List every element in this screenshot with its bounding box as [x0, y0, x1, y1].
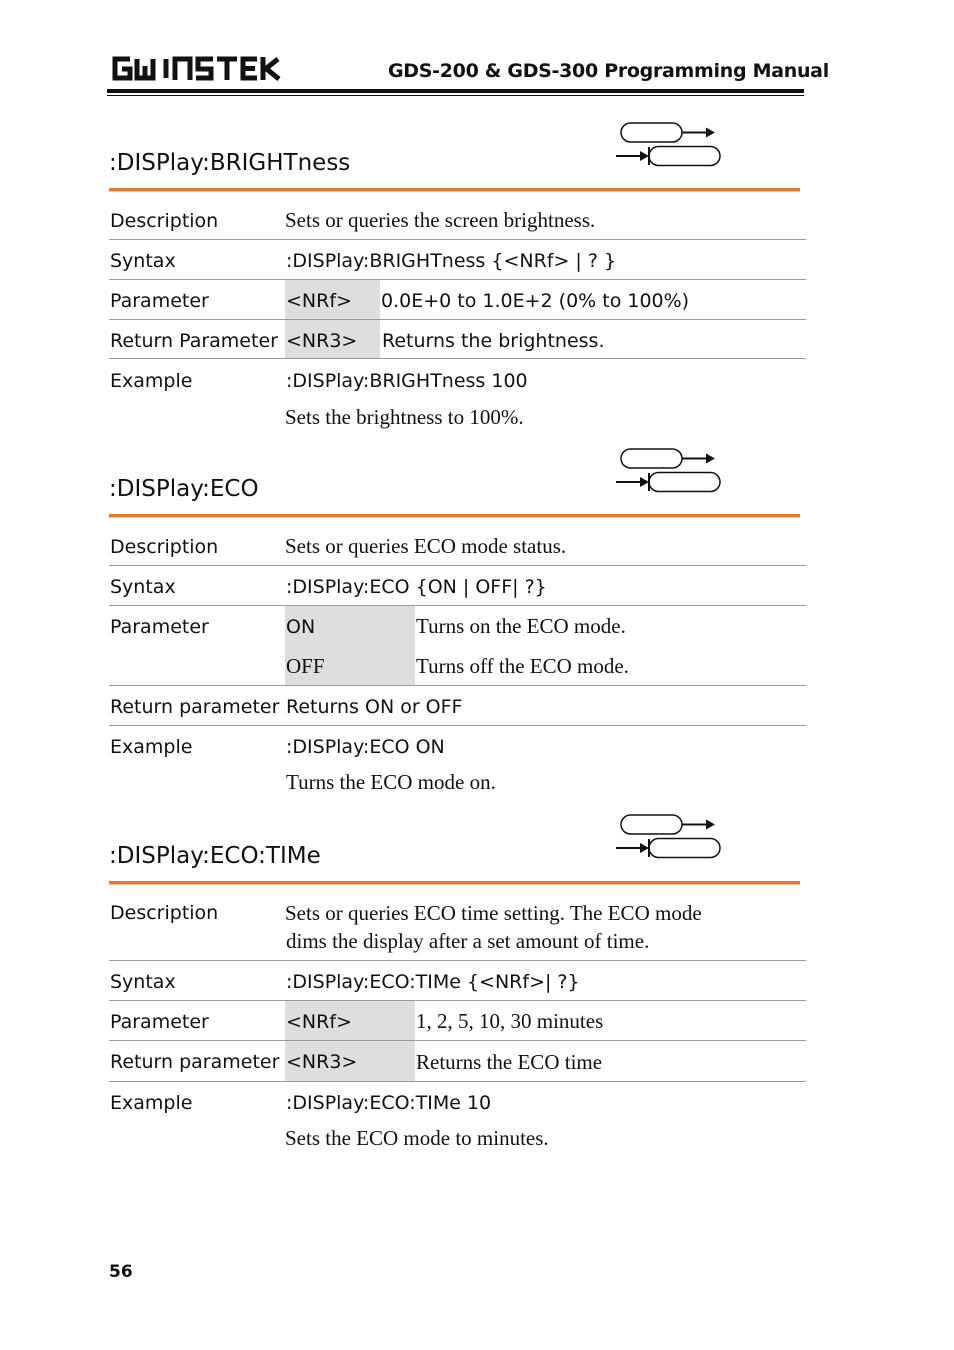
row-divider — [109, 1000, 806, 1001]
example-desc: Sets the brightness to 100%. — [285, 405, 524, 429]
header-rule — [107, 89, 804, 93]
row-divider — [109, 1081, 806, 1082]
syntax-text: :DISPlay:ECO:TIMe {<NRf>| ?} — [286, 971, 580, 993]
header-rule-thin — [107, 95, 804, 96]
example-desc: Sets the ECO mode to minutes. — [285, 1126, 549, 1150]
parameter-label: Parameter — [110, 616, 209, 638]
param-name: <NRf> — [286, 290, 352, 312]
syntax-label: Syntax — [110, 576, 176, 598]
param-desc: Turns on the ECO mode. — [416, 614, 626, 638]
syntax-label: Syntax — [110, 971, 176, 993]
row-divider — [109, 565, 806, 566]
gw-instek-logo — [110, 56, 282, 86]
description-text: Sets or queries the screen brightness. — [285, 208, 596, 232]
description-label: Description — [110, 902, 219, 924]
param-name: OFF — [286, 654, 325, 678]
example-label: Example — [110, 736, 193, 758]
syntax-text: :DISPlay:BRIGHTness {<NRf> | ? } — [286, 250, 617, 272]
section-accent-rule — [109, 514, 800, 517]
section-accent-rule — [109, 881, 800, 884]
return-name: <NR3> — [286, 1051, 358, 1073]
return-name: <NR3> — [286, 330, 358, 352]
section-title-eco: :DISPlay:ECO — [109, 476, 259, 502]
section-title-brightness: :DISPlay:BRIGHTness — [109, 150, 351, 176]
description-label: Description — [110, 210, 219, 232]
example-desc: Turns the ECO mode on. — [286, 770, 496, 794]
row-divider — [109, 239, 806, 240]
return-desc: Returns the ECO time — [416, 1050, 603, 1074]
row-divider — [109, 605, 806, 606]
parameter-label: Parameter — [110, 290, 209, 312]
example-label: Example — [110, 1092, 193, 1114]
example-label: Example — [110, 370, 193, 392]
return-label: Return parameter — [110, 1051, 280, 1073]
param-desc: 0.0E+0 to 1.0E+2 (0% to 100%) — [381, 290, 690, 312]
description-text-line2: dims the display after a set amount of time. — [286, 929, 650, 953]
row-divider — [109, 1040, 806, 1041]
set-query-icon — [614, 812, 724, 866]
parameter-label: Parameter — [110, 1011, 209, 1033]
set-query-icon — [614, 120, 724, 174]
param-name: ON — [286, 616, 316, 638]
example-command: :DISPlay:ECO:TIMe 10 — [286, 1092, 492, 1114]
section-accent-rule — [109, 188, 800, 191]
description-text-line1: Sets or queries ECO time setting. The ECO mode — [285, 901, 702, 925]
return-label: Return parameter — [110, 696, 280, 718]
example-command: :DISPlay:ECO ON — [286, 736, 445, 758]
row-divider — [109, 960, 806, 961]
syntax-text: :DISPlay:ECO {ON | OFF| ?} — [286, 576, 547, 598]
row-divider — [109, 358, 806, 359]
manual-title: GDS-200 & GDS-300 Programming Manual — [388, 60, 829, 82]
set-query-icon — [614, 446, 724, 500]
return-desc: Returns ON or OFF — [286, 696, 463, 718]
row-divider — [109, 279, 806, 280]
page-number: 56 — [109, 1262, 133, 1282]
example-command: :DISPlay:BRIGHTness 100 — [286, 370, 528, 392]
syntax-label: Syntax — [110, 250, 176, 272]
param-name: <NRf> — [286, 1011, 352, 1033]
row-divider — [109, 725, 806, 726]
description-text: Sets or queries ECO mode status. — [285, 534, 567, 558]
return-label: Return Parameter — [110, 330, 278, 352]
param-desc: 1, 2, 5, 10, 30 minutes — [416, 1009, 604, 1033]
row-divider — [109, 319, 806, 320]
return-desc: Returns the brightness. — [382, 330, 605, 352]
section-title-eco-time: :DISPlay:ECO:TIMe — [109, 843, 321, 869]
row-divider — [109, 685, 806, 686]
description-label: Description — [110, 536, 219, 558]
param-desc: Turns off the ECO mode. — [416, 654, 629, 678]
